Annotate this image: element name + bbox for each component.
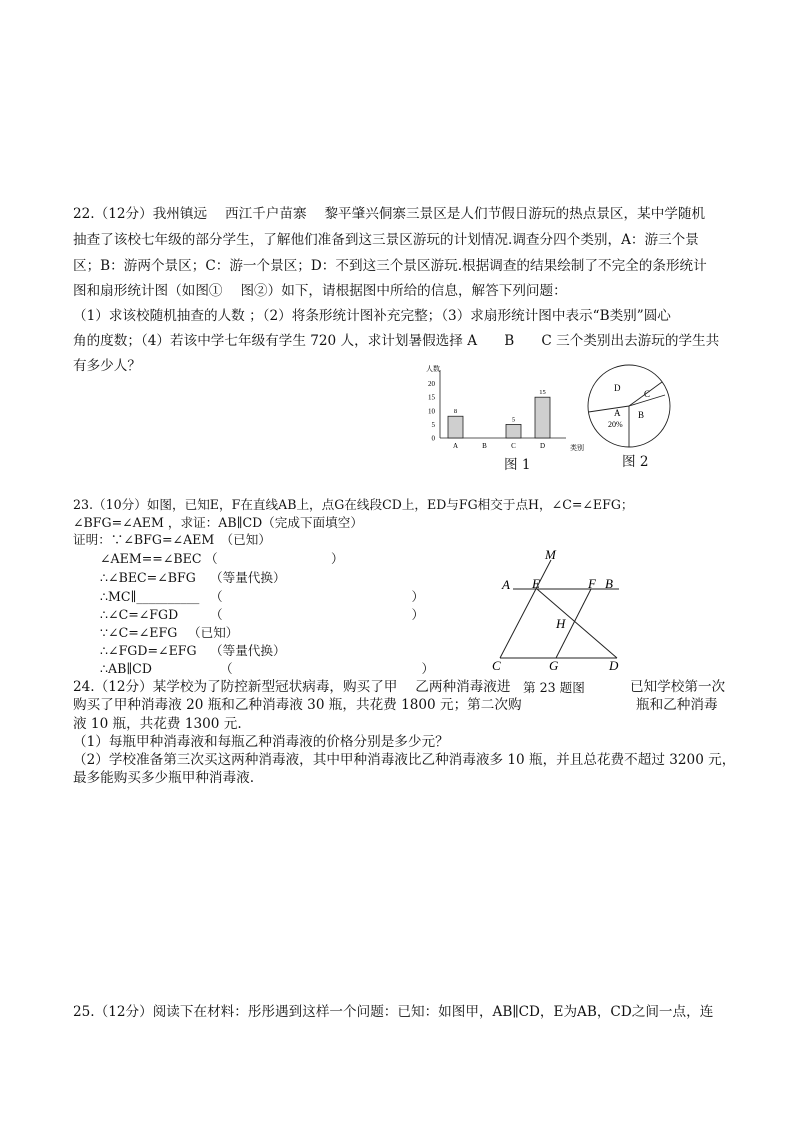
q22-line-2: 抽查了该校七年级的部分学生，了解他们准备到这三景区游玩的计划情况.调查分四个类别，A：游三个景 [73, 232, 699, 248]
q23-step-6-reason: （等量代换） [210, 643, 286, 658]
q23-step-1-reason: （ ） [205, 551, 344, 566]
q24-line-4: （1）每瓶甲种消毒液和每瓶乙种消毒液的价格分别是多少元？ [73, 734, 449, 750]
q23-step-1: ∠AEM==∠BEC [100, 551, 202, 566]
q22-line-7: 有多少人？ [73, 358, 141, 374]
figure1-caption: 图 1 [504, 457, 531, 473]
q23-header-2: ∠BFG=∠AEM ，求证：AB∥CD（完成下面填空） [73, 515, 363, 530]
q23-step-3-reason: （ ） [210, 589, 425, 604]
q24-line-1a: 24.（12分）某学校为了防控新型冠状病毒，购买了甲 乙两种消毒液进 [73, 679, 511, 695]
bar-chart-xlabel: 类别 [570, 444, 584, 452]
ytick-label-10: 10 [428, 407, 435, 416]
point-e: E [532, 576, 540, 591]
bar-chart [418, 362, 588, 456]
category-label-a: A [452, 442, 459, 450]
q25-line-1: 25.（12分）阅读下在材料：彤彤遇到这样一个问题：已知：如图甲，AB∥CD，E为AB，CD之间一点，连 [73, 1004, 714, 1020]
ytick-label-15: 15 [428, 393, 435, 402]
bar-value-label-d: 15 [539, 389, 546, 397]
ytick-label-5: 5 [431, 420, 435, 429]
point-c: C [492, 658, 501, 673]
q24-line-6: 最多能购买多少瓶甲种消毒液. [73, 770, 255, 786]
q23-step-2-reason: （等量代换） [210, 570, 286, 585]
q24-line-3: 液 10 瓶，共花费 1300 元. [73, 716, 242, 732]
q23-geometry-figure [492, 545, 630, 675]
point-f: F [588, 576, 596, 591]
pie-label-a: A [614, 408, 621, 418]
bar-chart-ylabel: 人数 [426, 365, 440, 373]
pie-label-b: B [638, 410, 645, 420]
line-mc [500, 560, 551, 658]
bar-a [448, 416, 463, 438]
bar-value-label-c: 5 [511, 416, 516, 424]
bar-d [535, 397, 550, 438]
point-h: H [556, 616, 566, 631]
q23-header-1: 23.（10分）如图，已知E，F在直线AB上，点G在线段CD上，ED与FG相交于点H，∠C=∠EFG； [73, 497, 634, 512]
q22-line-5: （1）求该校随机抽查的人数 ；（2）将条形统计图补充完整；（3）求扇形统计图中表示“B类别”圆心 [73, 308, 671, 324]
q23-step-4-reason: （ ） [210, 607, 425, 622]
q23-step-4: ∴∠C=∠FGD [100, 607, 179, 622]
q22-line-1: 22.（12分）我州镇远 西江千户苗寨 黎平肇兴侗寨三景区是人们节假日游玩的热点景区，某中学随机 [73, 206, 706, 222]
point-d: D [609, 658, 619, 673]
point-b: B [605, 576, 613, 591]
ytick-label-20: 20 [428, 380, 435, 389]
q23-step-5: ∵∠C=∠EFG [100, 625, 178, 640]
category-label-d: D [539, 442, 546, 450]
pie-label-a-percent: 20% [608, 420, 623, 429]
line-ed [537, 589, 617, 658]
category-label-b: B [482, 442, 487, 450]
q23-step-6: ∴∠FGD=∠EFG [100, 643, 197, 658]
point-a: A [502, 577, 510, 592]
q24-line-2b: 瓶和乙种消毒 [636, 697, 718, 713]
pie-label-d: D [614, 383, 621, 393]
pie-label-c: C [644, 389, 651, 399]
point-m: M [545, 547, 556, 562]
q24-line-1b: 已知学校第一次 [630, 679, 726, 695]
q23-step-5-reason: （已知） [188, 625, 239, 640]
q23-step-7-reason: （ ） [220, 661, 435, 676]
q22-line-4: 图和扇形统计图（如图① 图②）如下，请根据图中所给的信息，解答下列问题： [73, 283, 567, 299]
bar-c [506, 424, 521, 438]
q22-line-3: 区；B：游两个景区；C：游一个景区；D：不到这三个景区游玩.根据调查的结果绘制了不完全的条形统计 [73, 258, 707, 274]
point-g: G [549, 658, 559, 673]
q24-line-5: （2）学校准备第三次买这两种消毒液，其中甲种消毒液比乙种消毒液多 10 瓶，并且总花费不超过 3200 元， [73, 752, 736, 768]
pie-chart [584, 362, 674, 452]
category-label-c: C [511, 442, 516, 450]
figure2-caption: 图 2 [622, 454, 649, 470]
q24-line-2a: 购买了甲种消毒液 20 瓶和乙种消毒液 30 瓶，共花费 1800 元；第二次购 [73, 697, 522, 713]
q23-step-3: ∴MC∥__________ [100, 589, 200, 604]
ytick-label-0: 0 [431, 434, 435, 443]
q23-step-7: ∴AB∥CD [100, 661, 152, 676]
q23-figure-caption: 第 23 题图 [523, 680, 585, 695]
q22-line-6: 角的度数；（4）若该中学七年级有学生 720 人，求计划暑假选择 A B C 三个类别出去游玩的学生共 [73, 333, 720, 349]
q23-proof-start: 证明：∵∠BFG=∠AEM （已知） [73, 532, 271, 547]
q23-step-2: ∴∠BEC=∠BFG [100, 570, 196, 585]
bar-value-label-a: 8 [453, 408, 458, 416]
